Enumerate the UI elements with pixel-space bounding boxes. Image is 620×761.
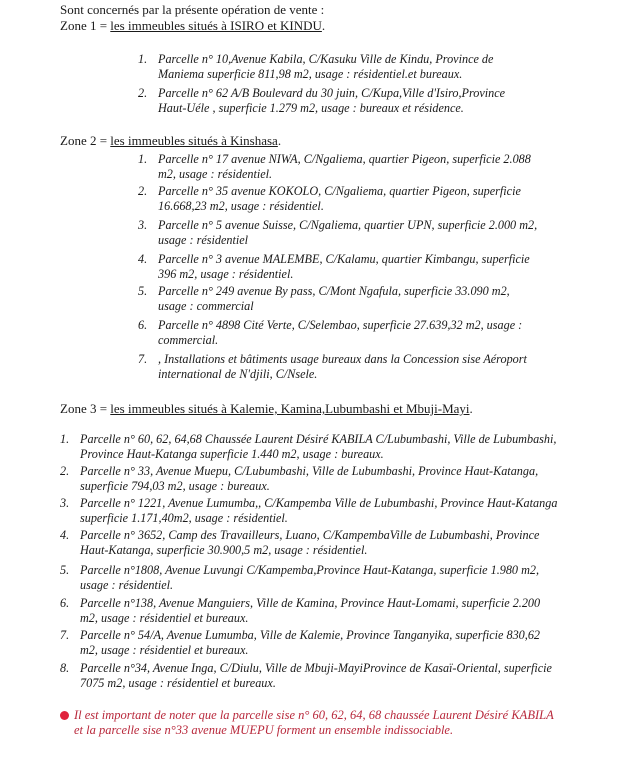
list-item: 7. , Installations et bâtiments usage bureaux dans la Concession sise Aéroport international de N'djili, C/Nsele.	[138, 352, 527, 381]
list-item: 6. Parcelle n°138, Avenue Manguiers, Ville de Kamina, Province Haut-Lomami, superficie 2.200 m2, usage : résidentiel et bureaux.	[60, 596, 541, 625]
zone3-title: les immeubles situés à Kalemie, Kamina,Lubumbashi et Mbuji-Mayi	[110, 401, 470, 416]
list-item: 3. Parcelle n° 5 avenue Suisse, C/Ngaliema, quartier UPN, superficie 2.000 m2, usage : résidentiel	[138, 218, 538, 247]
list-item: 2. Parcelle n° 62 A/B Boulevard du 30 juin, C/Kupa,Ville d'Isiro,Province Haut-Uéle , superficie 1.279 m2, usage : bureaux et résidence.	[138, 86, 506, 115]
red-bullet-icon	[60, 711, 69, 720]
list-item: 4. Parcelle n° 3 avenue MALEMBE, C/Kalamu, quartier Kimbangu, superficie 396 m2, usage : résidentiel.	[138, 252, 530, 281]
list-item: 2. Parcelle n° 33, Avenue Muepu, C/Lubumbashi, Ville de Lubumbashi, Province Haut-Katanga, superficie 794,03 m2, usage : bureaux.	[60, 464, 539, 493]
important-note	[74, 708, 564, 738]
list-item: 2. Parcelle n° 35 avenue KOKOLO, C/Ngaliema, quartier Pigeon, superficie 16.668,23 m2, usage : résidentiel.	[138, 184, 521, 213]
list-item: 6. Parcelle n° 4898 Cité Verte, C/Selembao, superficie 27.639,32 m2, usage : commercial.	[138, 318, 523, 347]
zone3-heading: Zone 3 = les immeubles situés à Kalemie, Kamina,Lubumbashi et Mbuji-Mayi.	[60, 401, 473, 416]
list-item: 3. Parcelle n° 1221, Avenue Lumumba,, C/Kampemba Ville de Lubumbashi, Province Haut-Katanga superficie 1.171,40m2, usage : résidentiel.	[60, 496, 558, 525]
zone1-title: les immeubles situés à ISIRO et KINDU	[110, 18, 322, 33]
zone1-heading: Zone 1 = les immeubles situés à ISIRO et KINDU.	[60, 18, 326, 33]
list-item: 1. Parcelle n° 10,Avenue Kabila, C/Kasuku Ville de Kindu, Province de Maniema superficie 811,98 m2, usage : résidentiel.et bureaux.	[138, 52, 494, 81]
zone3-label: Zone 3 =	[60, 401, 108, 416]
list-item: 7. Parcelle n° 54/A, Avenue Lumumba, Ville de Kalemie, Province Tanganyika, superficie 830,62 m2, usage : résidentiel et bureaux.	[60, 628, 541, 657]
zone2-title: les immeubles situés à Kinshasa	[110, 133, 278, 148]
zone2-label: Zone 2 =	[60, 133, 108, 148]
list-item: 5. Parcelle n°1808, Avenue Luvungi C/Kampemba,Province Haut-Katanga, superficie 1.980 m2, usage : résidentiel.	[60, 563, 540, 592]
list-item: 8. Parcelle n°34, Avenue Inga, C/Diulu, Ville de Mbuji-MayiProvince de Kasaï-Oriental, superficie 7075 m2, usage : résidentiel et bureaux.	[60, 661, 552, 690]
list-item: 1. Parcelle n° 17 avenue NIWA, C/Ngaliema, quartier Pigeon, superficie 2.088 m2, usage : résidentiel.	[138, 152, 531, 181]
important-note-text: Il est important de noter que la parcelle sise n° 60, 62, 64, 68 chaussée Laurent Désiré KABILA et la parcelle sise n°33 avenue MUEPU forment un ensemble indissociable.	[74, 708, 554, 737]
intro-text: Sont concernés par la présente opération de vente :	[60, 2, 325, 17]
list-item: 5. Parcelle n° 249 avenue By pass, C/Mont Ngafula, superficie 33.090 m2, usage : commercial	[138, 284, 510, 313]
zone1-label: Zone 1 =	[60, 18, 108, 33]
zone2-heading: Zone 2 = les immeubles situés à Kinshasa.	[60, 133, 282, 148]
list-item: 4. Parcelle n° 3652, Camp des Travailleurs, Luano, C/KampembaVille de Lubumbashi, Province Haut-Katanga, superficie 30.900,5 m2, usage : résidentiel.	[60, 528, 540, 557]
list-item: 1. Parcelle n° 60, 62, 64,68 Chaussée Laurent Désiré KABILA C/Lubumbashi, Ville de Lubumbashi, Province Haut-Katanga superficie 1.440 m2, usage : bureaux.	[60, 432, 557, 461]
